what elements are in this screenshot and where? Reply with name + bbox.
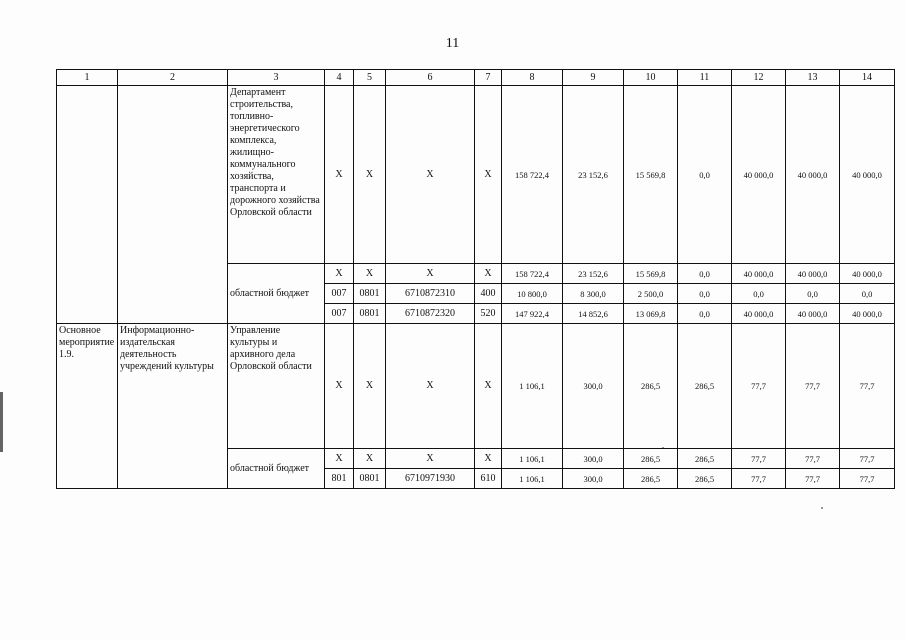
table-cell: 40 000,0 (732, 304, 786, 324)
table-cell: 2 500,0 (624, 284, 678, 304)
col-header: 10 (624, 70, 678, 86)
table-cell: Х (475, 264, 502, 284)
table-cell: 40 000,0 (732, 264, 786, 284)
col-header: 14 (840, 70, 895, 86)
table-cell: Х (475, 324, 502, 449)
table-cell: Х (325, 449, 354, 469)
table-cell: 10 800,0 (502, 284, 563, 304)
table-cell: 0,0 (786, 284, 840, 304)
table-cell: Х (354, 86, 386, 264)
table-cell: 300,0 (563, 324, 624, 449)
table-cell: Х (354, 324, 386, 449)
table-cell: Х (325, 324, 354, 449)
table-cell: 300,0 (563, 449, 624, 469)
table-cell: 13 069,8 (624, 304, 678, 324)
col-header: 5 (354, 70, 386, 86)
table-cell: 0801 (354, 304, 386, 324)
table-cell: 158 722,4 (502, 86, 563, 264)
table-cell: 77,7 (732, 469, 786, 489)
table-cell: 40 000,0 (840, 264, 895, 284)
page-number: 11 (445, 36, 460, 51)
table-cell: 801 (325, 469, 354, 489)
table-cell: 1 106,1 (502, 324, 563, 449)
department-name: Департамент строительства, топливно-энергетического комплекса, жилищно-коммунального хозяйства, транспорта и дорожного хозяйства Орловской области (228, 86, 325, 264)
table-cell: 286,5 (678, 324, 732, 449)
department-name: Управление культуры и архивного дела Орловской области (228, 324, 325, 449)
col-header: 2 (118, 70, 228, 86)
table-cell: 77,7 (732, 324, 786, 449)
activity-cell (57, 86, 118, 324)
col-header: 4 (325, 70, 354, 86)
col-header: 3 (228, 70, 325, 86)
col-header: 6 (386, 70, 475, 86)
table-cell: 77,7 (786, 469, 840, 489)
table-cell: 610 (475, 469, 502, 489)
table-cell: 286,5 (624, 324, 678, 449)
table-cell: 0801 (354, 284, 386, 304)
budget-label: областной бюджет (228, 264, 325, 324)
table-cell: 40 000,0 (732, 86, 786, 264)
table-cell: 6710971930 (386, 469, 475, 489)
table-cell: 15 569,8 (624, 264, 678, 284)
table-cell: 8 300,0 (563, 284, 624, 304)
table-cell: 1 106,1 (502, 449, 563, 469)
budget-label: областной бюджет (228, 449, 325, 489)
table-cell: Х (386, 449, 475, 469)
table-cell: 007 (325, 304, 354, 324)
col-header: 1 (57, 70, 118, 86)
table-cell: 77,7 (732, 449, 786, 469)
col-header: 11 (678, 70, 732, 86)
table-cell: 14 852,6 (563, 304, 624, 324)
col-header: 7 (475, 70, 502, 86)
table-row (57, 324, 895, 449)
table-cell: 40 000,0 (786, 264, 840, 284)
col-header: 13 (786, 70, 840, 86)
scan-edge-mark (0, 392, 3, 452)
table-cell: 0,0 (840, 284, 895, 304)
table-cell: 40 000,0 (786, 304, 840, 324)
table-cell: Х (386, 86, 475, 264)
table-cell: 6710872310 (386, 284, 475, 304)
description-cell: Информационно-издательская деятельность учреждений культуры (118, 324, 228, 489)
table-cell: Х (354, 449, 386, 469)
budget-table (56, 69, 895, 489)
table-cell: 0,0 (678, 86, 732, 264)
table-cell: 0801 (354, 469, 386, 489)
col-header: 9 (563, 70, 624, 86)
table-cell: 286,5 (624, 449, 678, 469)
table-cell: 158 722,4 (502, 264, 563, 284)
scan-speck (821, 507, 823, 509)
table-cell: 23 152,6 (563, 86, 624, 264)
table-cell: 0,0 (732, 284, 786, 304)
table-cell: 007 (325, 284, 354, 304)
table-cell: 0,0 (678, 264, 732, 284)
table-cell: 147 922,4 (502, 304, 563, 324)
table-cell: Х (386, 264, 475, 284)
table-cell: 286,5 (678, 469, 732, 489)
table-cell: 6710872320 (386, 304, 475, 324)
table-cell: 77,7 (786, 449, 840, 469)
table-cell: 520 (475, 304, 502, 324)
table-cell: 300,0 (563, 469, 624, 489)
table-cell: 400 (475, 284, 502, 304)
table-cell: 40 000,0 (840, 86, 895, 264)
table-cell: Х (386, 324, 475, 449)
table-cell: Х (325, 264, 354, 284)
table-cell: 40 000,0 (786, 86, 840, 264)
table-cell: Х (475, 449, 502, 469)
table-cell: Х (354, 264, 386, 284)
table-cell: 23 152,6 (563, 264, 624, 284)
table-cell: 286,5 (624, 469, 678, 489)
col-header: 12 (732, 70, 786, 86)
table-cell: Х (475, 86, 502, 264)
description-cell (118, 86, 228, 324)
table-cell: 77,7 (786, 324, 840, 449)
table-cell: 77,7 (840, 324, 895, 449)
table-cell: 0,0 (678, 284, 732, 304)
header-row (57, 70, 895, 86)
table-cell: 286,5 (678, 449, 732, 469)
table-cell: 77,7 (840, 449, 895, 469)
activity-cell: Основное мероприятие 1.9. (57, 324, 118, 489)
table-cell: 15 569,8 (624, 86, 678, 264)
table-cell: 0,0 (678, 304, 732, 324)
table-cell: Х (325, 86, 354, 264)
table-cell: 40 000,0 (840, 304, 895, 324)
table-cell: 1 106,1 (502, 469, 563, 489)
col-header: 8 (502, 70, 563, 86)
table-row (57, 86, 895, 264)
table-cell: 77,7 (840, 469, 895, 489)
